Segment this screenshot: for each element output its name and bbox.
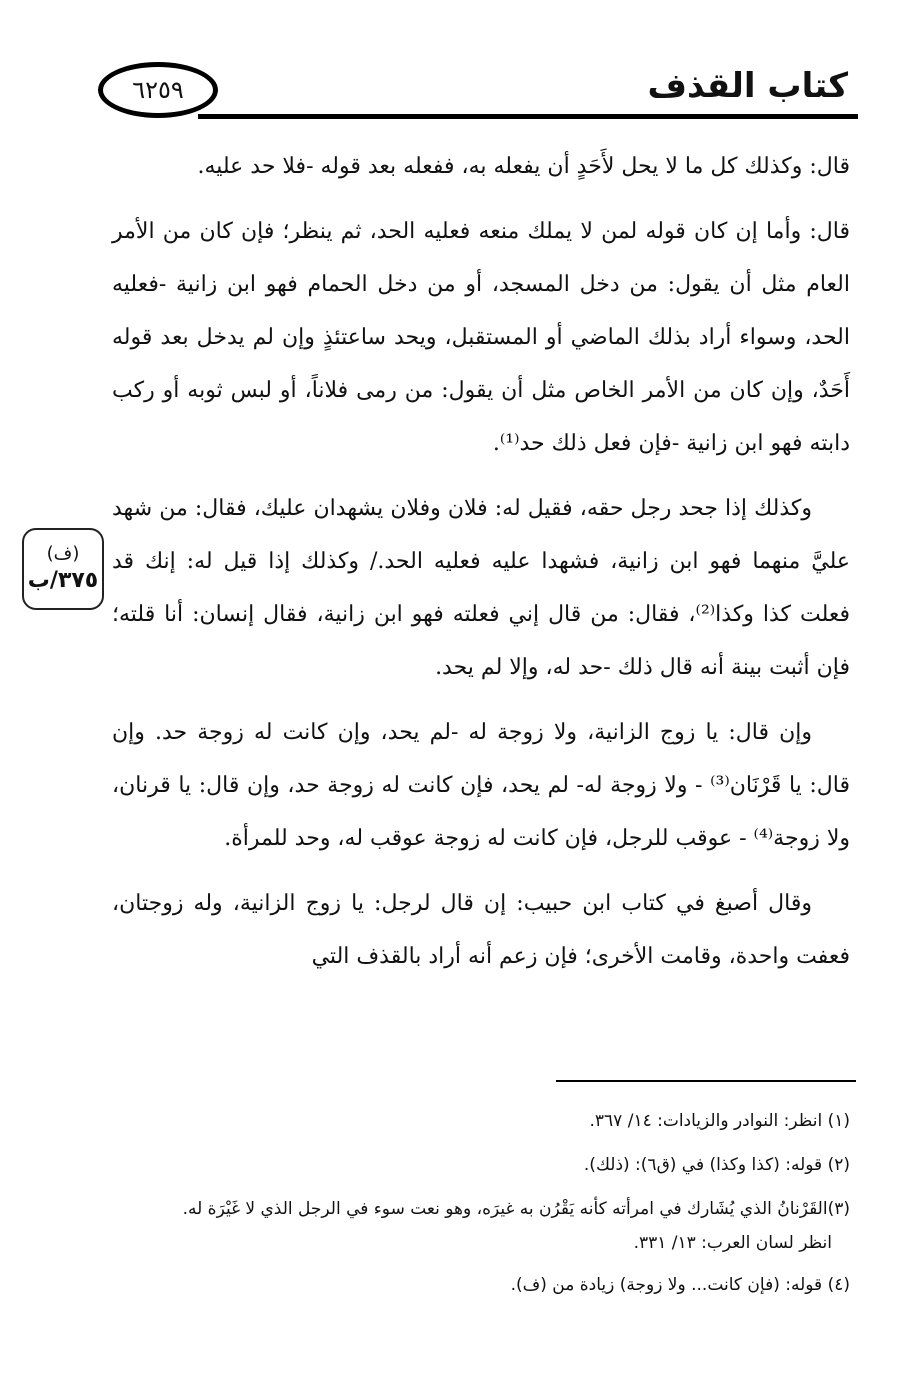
- footnote-2: (٢) قوله: (كذا وكذا) في (ق٦): (ذلك).: [583, 1155, 850, 1175]
- footnote-4: (٤) قوله: (فإن كانت... ولا زوجة) زيادة من (ف).: [510, 1275, 850, 1295]
- footnotes: [100, 1106, 850, 1314]
- paragraph-3: وكذلك إذا جحد رجل حقه، فقيل له: فلان وفلان يشهدان عليك، فقال: من شهد عليَّ منهما فهو ابن زانية، فشهدا عليه فعليه الحد./ وكذلك إذا قيل له: إنك قد فعلت كذا وكذا⁽²⁾، فقال: من قال إني فعلته فهو ابن زانية، فقال إنسان: أنا قلته؛ فإن أثبت بينة أنه قال ذلك -حد له، وإلا لم يحد.: [112, 496, 850, 680]
- page-number: ٦٢٥٩: [132, 76, 184, 104]
- header-rule: [198, 114, 858, 119]
- footnote-separator: [556, 1080, 856, 1082]
- margin-note-folio: ٣٧٥/ب: [27, 568, 99, 593]
- paragraph-2: قال: وأما إن كان قوله لمن لا يملك منعه فعليه الحد، ثم ينظر؛ فإن كان من الأمر العام مثل أن يقول: من دخل المسجد، أو من دخل الحمام فهو ابن زانية -فعليه الحد، وسواء أراد بذلك الماضي أو المستقبل، ويحد ساعتئذٍ وإن لم يدخل بعد قوله أَحَدٌ، وإن كان من الأمر الخاص مثل أن يقول: من رمى فلاناً، أو لبس ثوبه أو ركب دابته فهو ابن زانية -فإن فعل ذلك حد⁽¹⁾.: [112, 219, 850, 456]
- paragraph-4: وإن قال: يا زوج الزانية، ولا زوجة له -لم يحد، وإن كانت له زوجة حد. وإن قال: يا قَرْنَان⁽³⁾ - ولا زوجة له- لم يحد، فإن كانت له زوجة حد، وإن قال: يا قرنان، ولا زوجة⁽⁴⁾ - عوقب للرجل، فإن كانت له زوجة عوقب له، وحد للمرأة.: [112, 720, 850, 851]
- footnote-3-reference: انظر لسان العرب: ١٣/ ٣٣١.: [633, 1233, 832, 1253]
- margin-note-source: (ف): [46, 543, 80, 564]
- footnote-1: (١) انظر: النوادر والزيادات: ١٤/ ٣٦٧.: [589, 1111, 850, 1131]
- manuscript-margin-note: [22, 528, 104, 610]
- page-header: [98, 48, 858, 128]
- main-text: [112, 140, 850, 995]
- chapter-title: كتاب القذف: [647, 66, 848, 106]
- paragraph-5: وقال أصبغ في كتاب ابن حبيب: إن قال لرجل: يا زوج الزانية، وله زوجتان، فعفت واحدة، وقامت الأخرى؛ فإن زعم أنه أراد بالقذف التي: [112, 891, 850, 969]
- footnote-3: (٣)القَرْنانُ الذي يُشَارك في امرأته كأنه يَقْرُن به غيرَه، وهو نعت سوء في الرجل الذي لا غَيْرَة له.: [182, 1199, 850, 1219]
- page-number-badge: [98, 62, 218, 118]
- paragraph-1: قال: وكذلك كل ما لا يحل لأَحَدٍ أن يفعله به، ففعله بعد قوله -فلا حد عليه.: [197, 154, 850, 179]
